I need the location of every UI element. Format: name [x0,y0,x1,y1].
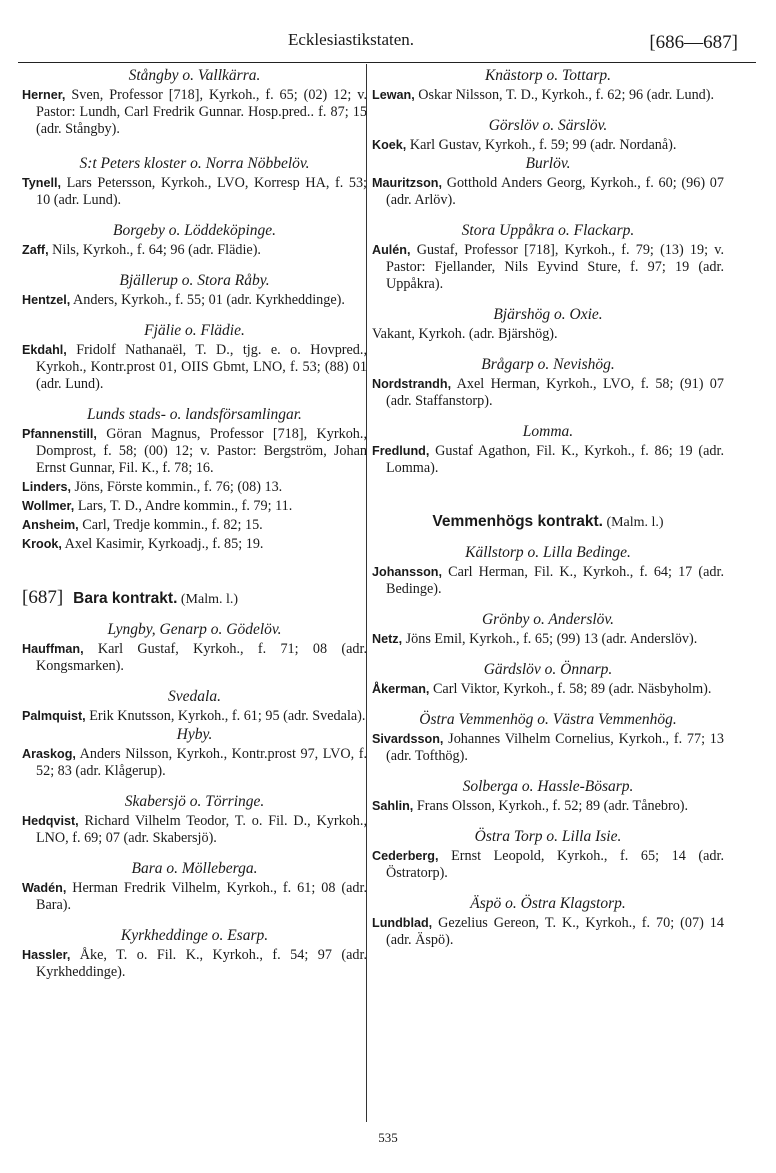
clergy-details: Karl Gustaf, Kyrkoh., f. 71; 08 (adr. Kongsmarken). [36,641,367,674]
clergy-name: Sivardsson, [372,732,444,746]
clergy-details: Gezelius Gereon, T. K., Kyrkoh., f. 70; (07) 14 (adr. Äspö). [386,915,724,948]
clergy-entry: Vakant, Kyrkoh. (adr. Bjärshög). [372,326,558,342]
clergy-details: Gustaf, Professor [718], Kyrkoh., f. 79; (13) 19; v. Pastor: Fjellander, Nils Eyvind Sture, f. 97; 19 (adr. Uppåkra). [386,242,724,292]
clergy-details: Lars, T. D., Andre kommin., f. 79; 11. [74,498,293,514]
clergy-details: Sven, Professor [718], Kyrkoh., f. 65; (02) 12; v. Pastor: Lundh, Carl Fredrik Gunnar. Hosp.pred.. f. 87; 15 (adr. Stångby). [36,87,367,137]
clergy-name: Sahlin, [372,799,414,813]
clergy-details: Gustaf Agathon, Fil. K., Kyrkoh., f. 86; 19 (adr. Lomma). [386,443,724,476]
clergy-entry [22,536,367,553]
clergy-entry [22,498,367,515]
parish-heading: Äspö o. Östra Klagstorp. [470,895,626,912]
clergy-name: Fredlund, [372,444,430,458]
contract-name: Vemmenhögs kontrakt. [432,513,603,530]
clergy-details: Frans Olsson, Kyrkoh., f. 52; 89 (adr. Tånebro). [413,798,689,814]
clergy-details: Anders Nilsson, Kyrkoh., Kontr.prost 97, LVO, f. 52; 83 (adr. Klågerup). [36,746,367,779]
clergy-entry [22,242,367,259]
clergy-details: Lars Petersson, Kyrkoh., LVO, Korresp HA, f. 53; 10 (adr. Lund). [36,175,367,208]
contract-diocese: (Malm. l.) [177,592,239,607]
clergy-details: Karl Gustav, Kyrkoh., f. 59; 99 (adr. Nordanå). [406,137,677,153]
parish-heading: Grönby o. Anderslöv. [481,611,615,628]
clergy-entry [372,443,724,477]
clergy-name: Hedqvist, [22,814,79,828]
clergy-details: Johannes Vilhelm Cornelius, Kyrkoh., f. 77; 13 (adr. Tofthög). [386,731,724,764]
clergy-entry [22,342,367,393]
clergy-entry [372,915,724,949]
clergy-name: Ekdahl, [22,343,67,357]
page-title: Ecklesiastikstaten. [288,30,415,49]
clergy-name: Zaff, [22,243,49,257]
parish-heading: Lomma. [522,423,574,440]
clergy-entry [372,631,724,648]
clergy-name: Aulén, [372,243,411,257]
parish-heading: Lunds stads- o. landsförsamlingar. [87,406,302,423]
clergy-name: Palmquist, [22,709,86,723]
parish-heading: Stångby o. Vallkärra. [128,67,261,84]
parish-heading: Östra Vemmenhög o. Västra Vemmenhög. [419,711,677,728]
clergy-name: Pfannenstill, [22,427,97,441]
clergy-name: Tynell, [22,176,61,190]
clergy-details: Åke, T. o. Fil. K., Kyrkoh., f. 54; 97 (adr. Kyrkheddinge). [36,947,367,980]
clergy-name: Cederberg, [372,849,439,863]
parish-heading: Bjällerup o. Stora Råby. [119,272,270,289]
parish-heading: S:t Peters kloster o. Norra Nöbbelöv. [79,155,310,172]
clergy-name: Netz, [372,632,403,646]
clergy-details: Axel Herman, Kyrkoh., LVO, f. 58; (91) 07 (adr. Staffanstorp). [386,376,724,409]
contract-heading [372,513,724,531]
parish-heading: Hyby. [176,726,213,743]
clergy-entry [22,746,367,780]
clergy-details: Fridolf Nathanaël, T. D., tjg. e. o. Hovpred., Kyrkoh., Kontr.prost 01, OIIS Gbmt, LNO, f. 53; (88) 01 (adr. Lund). [36,342,367,392]
clergy-details: Richard Vilhelm Teodor, T. o. Fil. D., Kyrkoh., LNO, f. 69; 07 (adr. Skabersjö). [36,813,367,846]
parish-heading: Solberga o. Hassle-Bösarp. [462,778,634,795]
clergy-details: Gotthold Anders Georg, Kyrkoh., f. 60; (96) 07 (adr. Arlöv). [386,175,724,208]
clergy-name: Johansson, [372,565,442,579]
clergy-details: Axel Kasimir, Kyrkoadj., f. 85; 19. [61,536,264,552]
clergy-entry [372,376,724,410]
clergy-details: Jöns, Förste kommin., f. 76; (08) 13. [71,479,283,495]
clergy-details: Herman Fredrik Vilhelm, Kyrkoh., f. 61; 08 (adr. Bara). [36,880,367,913]
right-column [372,66,724,949]
clergy-name: Koek, [372,138,407,152]
clergy-details: Ernst Leopold, Kyrkoh., f. 65; 14 (adr. Östratorp). [386,848,724,881]
clergy-entry [22,87,367,138]
clergy-name: Nordstrandh, [372,377,452,391]
clergy-entry [22,175,367,209]
clergy-name: Lundblad, [372,916,433,930]
clergy-entry [372,175,724,209]
clergy-entry [22,947,367,981]
page-number: 535 [378,1130,398,1145]
clergy-name: Wadén, [22,881,67,895]
parish-heading: Stora Uppåkra o. Flackarp. [461,222,635,239]
clergy-name: Mauritzson, [372,176,442,190]
clergy-details: Nils, Kyrkoh., f. 64; 96 (adr. Flädie). [48,242,261,258]
clergy-name: Lewan, [372,88,415,102]
clergy-entry [22,813,367,847]
clergy-name: Linders, [22,480,71,494]
page-header [18,30,758,58]
contract-heading [22,589,367,608]
page-range: [686—687] [649,32,738,53]
clergy-entry [22,479,367,496]
clergy-entry [22,708,367,725]
clergy-name: Hassler, [22,948,71,962]
clergy-details: Jöns Emil, Kyrkoh., f. 65; (99) 13 (adr. Anderslöv). [402,631,698,647]
clergy-entry [372,798,724,815]
parish-heading: Skabersjö o. Törringe. [124,793,265,810]
clergy-entry [372,87,724,104]
clergy-entry [372,681,724,698]
clergy-name: Araskog, [22,747,76,761]
parish-heading: Bara o. Mölleberga. [131,860,258,877]
clergy-entry [372,137,724,154]
clergy-entry [22,426,367,477]
clergy-entry [22,880,367,914]
header-rule [18,62,756,63]
clergy-entry [22,641,367,675]
contract-diocese: (Malm. l.) [602,515,664,530]
parish-heading: Kyrkheddinge o. Esarp. [120,927,269,944]
clergy-entry [372,564,724,598]
clergy-name: Hentzel, [22,293,71,307]
contract-name: Bara kontrakt. [73,590,178,607]
clergy-name: Hauffman, [22,642,84,656]
parish-heading: Östra Torp o. Lilla Isie. [474,828,622,845]
parish-heading: Borgeby o. Löddeköpinge. [113,222,276,239]
parish-heading: Brågarp o. Nevishög. [481,356,615,373]
parish-heading: Svedala. [168,688,221,705]
section-number: [687] [22,587,64,608]
clergy-entry [372,731,724,765]
clergy-entry [372,242,724,293]
left-column [22,66,367,981]
clergy-entry [22,517,367,534]
parish-heading: Knästorp o. Tottarp. [484,67,612,84]
clergy-details: Anders, Kyrkoh., f. 55; 01 (adr. Kyrkheddinge). [70,292,345,308]
clergy-name: Ansheim, [22,518,79,532]
parish-heading: Lyngby, Genarp o. Gödelöv. [107,621,282,638]
clergy-details: Oskar Nilsson, T. D., Kyrkoh., f. 62; 96 (adr. Lund). [414,87,715,103]
clergy-name: Wollmer, [22,499,75,513]
clergy-entry [22,292,367,309]
clergy-details: Carl Viktor, Kyrkoh., f. 58; 89 (adr. Näsbyholm). [429,681,712,697]
parish-heading: Källstorp o. Lilla Bedinge. [465,544,631,561]
clergy-name: Krook, [22,537,62,551]
clergy-details: Göran Magnus, Professor [718], Kyrkoh., Domprost, f. 58; (00) 12; v. Pastor: Bergström, Johan Ernst Gunnar, Fil. K., f. 78; 16. [36,426,367,476]
clergy-name: Åkerman, [372,682,430,696]
clergy-details: Erik Knutsson, Kyrkoh., f. 61; 95 (adr. Svedala). [85,708,366,724]
parish-heading: Görslöv o. Särslöv. [488,117,608,134]
parish-heading: Burlöv. [525,155,571,172]
parish-heading: Gärdslöv o. Önnarp. [483,661,613,678]
clergy-details: Carl, Tredje kommin., f. 82; 15. [78,517,263,533]
parish-heading: Fjälie o. Flädie. [144,322,245,339]
clergy-details: Carl Herman, Fil. K., Kyrkoh., f. 64; 17 (adr. Bedinge). [386,564,724,597]
clergy-name: Herner, [22,88,66,102]
parish-heading: Bjärshög o. Oxie. [493,306,603,323]
clergy-entry [372,848,724,882]
